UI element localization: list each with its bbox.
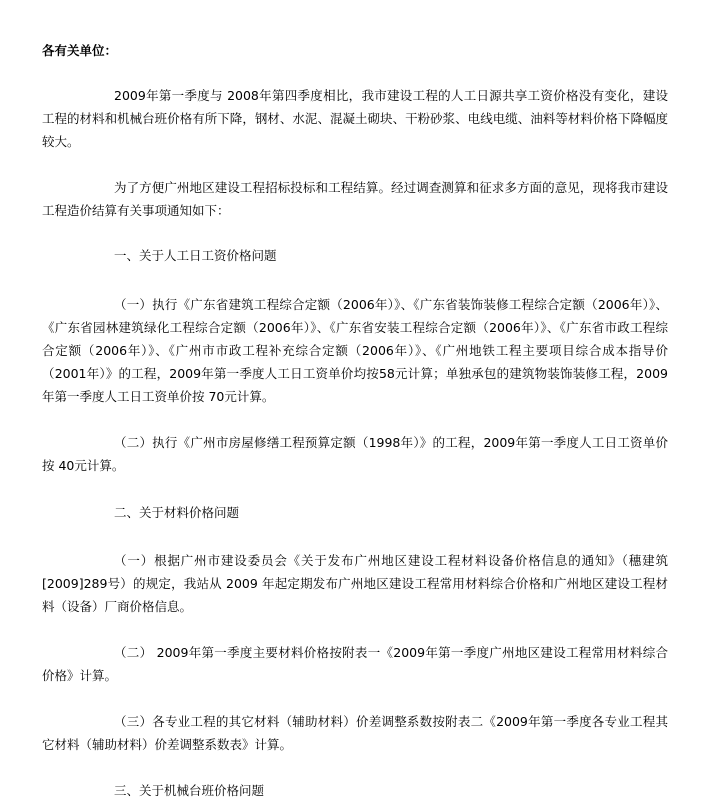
section-3-heading: 三、关于机械台班价格问题 xyxy=(114,783,265,798)
section-1-item-2: （二）执行《广州市房屋修缮工程预算定额（1998年）》的工程，2009年第一季度人工日工资单价按 40元计算。 xyxy=(42,435,668,473)
section-1-heading: 一、关于人工日工资价格问题 xyxy=(114,248,277,263)
section-2-heading: 二、关于材料价格问题 xyxy=(114,505,240,520)
intro-paragraph-1: 2009年第一季度与 2008年第四季度相比，我市建设工程的人工日源共享工资价格没有变化，建设工程的材料和机械台班价格有所下降，钢材、水泥、混凝土砌块、干粉砂浆、电线电缆、油料等材料价格下降幅度较大。 xyxy=(42,88,668,149)
section-2-item-3: （三）各专业工程的其它材料（辅助材料）价差调整系数按附表二《2009年第一季度各专业工程其它材料（辅助材料）价差调整系数表》计算。 xyxy=(42,714,668,752)
section-2-item-2: （二） 2009年第一季度主要材料价格按附表一《2009年第一季度广州地区建设工程常用材料综合价格》计算。 xyxy=(42,645,668,683)
section-2-item-1: （一）根据广州市建设委员会《关于发布广州地区建设工程材料设备价格信息的通知》（穗建筑[2009]289号）的规定，我站从 2009 年起定期发布广州地区建设工程常用材料综合价格和广州地区建设工程材料（设备）厂商价格信息。 xyxy=(42,553,668,614)
intro-paragraph-2: 为了方便广州地区建设工程招标投标和工程结算。经过调查测算和征求多方面的意见，现将我市建设工程造价结算有关事项通知如下： xyxy=(42,180,668,218)
salutation: 各有关单位： xyxy=(42,43,118,58)
section-1-item-1: （一）执行《广东省建筑工程综合定额（2006年）》、《广东省装饰装修工程综合定额（2006年）》、《广东省园林建筑绿化工程综合定额（2006年）》、《广东省安装工程综合定额（2006年）》、《广东省市政工程综合定额（2006年）》、《广州市市政工程补充综合定额（2006年）》、《广州地铁工程主要项目综合成本指导价（2001年）》的工程，2009年第一季度人工日工资单价均按58元计算；单独承包的建筑物装饰装修工程，2009年第一季度人工日工资单价按 70元计算。 xyxy=(42,297,668,404)
